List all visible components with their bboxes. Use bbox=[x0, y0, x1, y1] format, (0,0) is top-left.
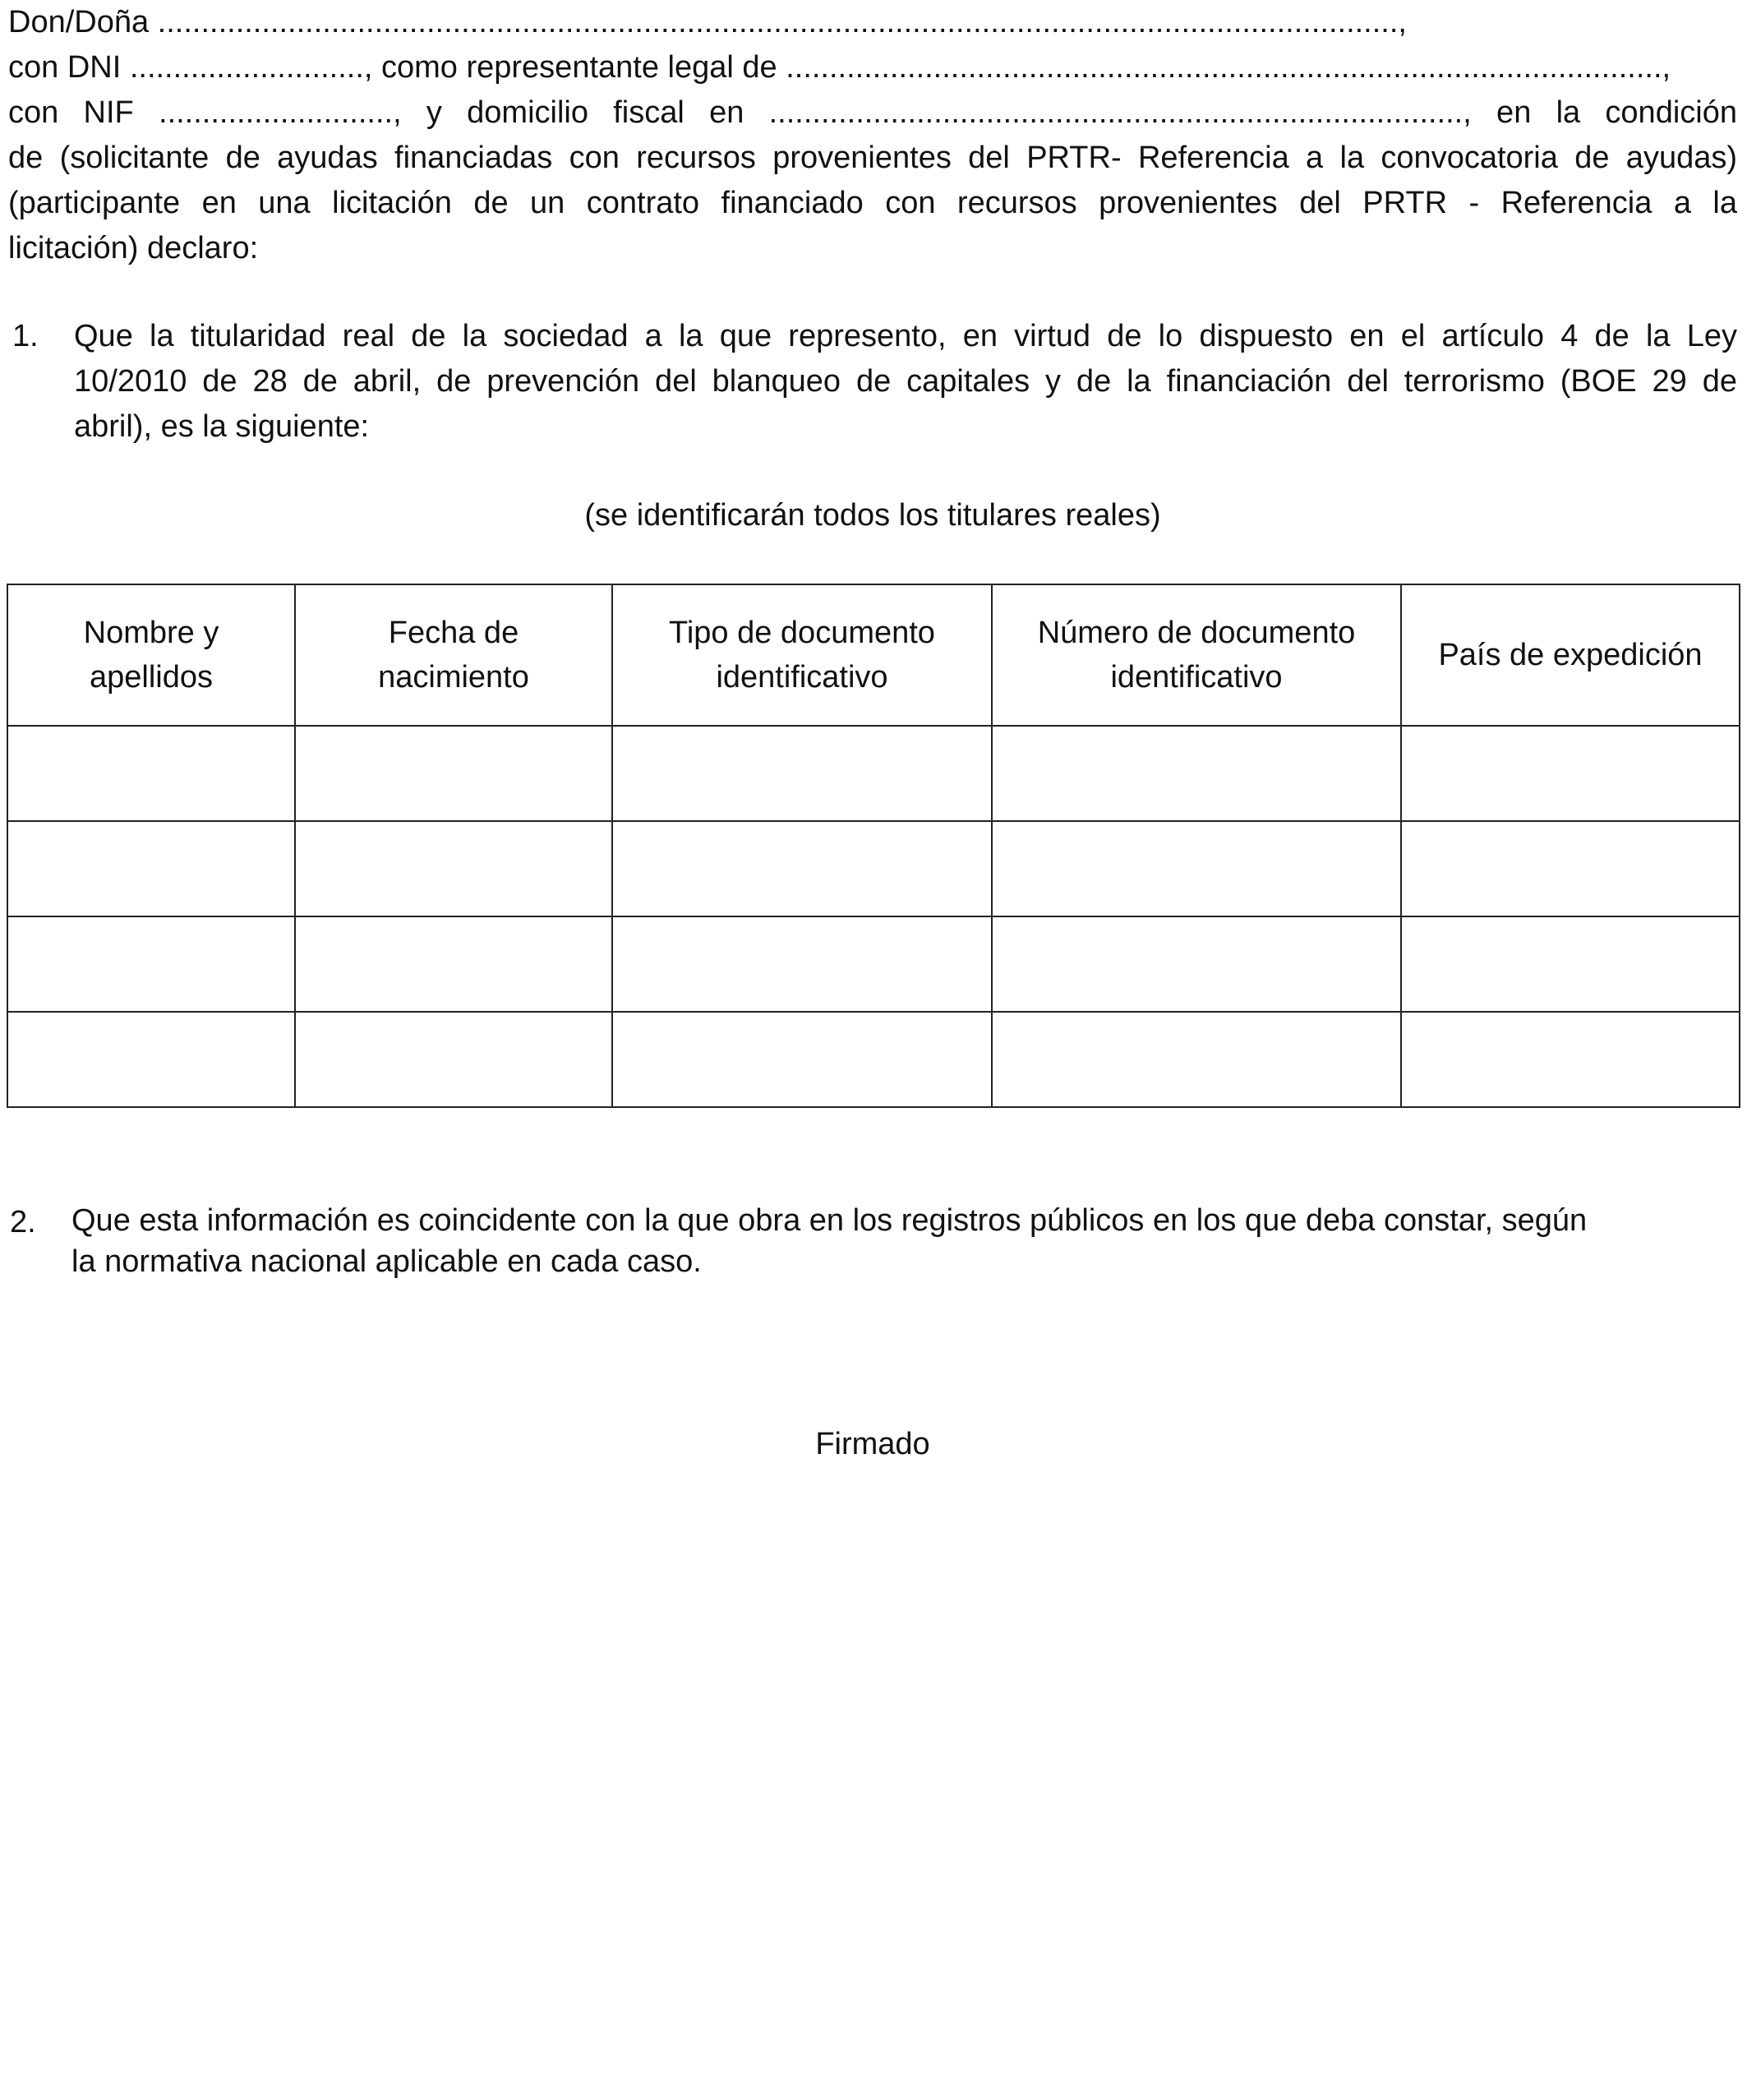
header-numero-line-1: Número de documento bbox=[1037, 616, 1356, 650]
item-2-line-1: Que esta información es coincidente con la que obra en los registros públicos en los que deba constar, según bbox=[71, 1203, 1588, 1238]
domicilio-label: y domicilio fiscal en bbox=[426, 95, 744, 130]
header-tipo-line-2: identificativo bbox=[716, 660, 888, 695]
table-cell[interactable] bbox=[7, 916, 295, 1012]
table-cell[interactable] bbox=[7, 821, 295, 916]
table-cell[interactable] bbox=[1401, 821, 1740, 916]
header-pais-line-1: País de expedición bbox=[1438, 638, 1703, 672]
header-tipo-documento bbox=[612, 584, 992, 726]
don-dona-field: Don/Doña ..............................................................................................................................................., bbox=[8, 5, 1407, 39]
dni-field: con DNI ..........................., como representante legal de bbox=[8, 50, 786, 85]
intro-paragraph bbox=[8, 0, 1737, 271]
header-pais bbox=[1401, 584, 1740, 726]
table-cell[interactable] bbox=[7, 1012, 295, 1107]
table-cell[interactable] bbox=[992, 726, 1401, 821]
signature-label: Firmado bbox=[815, 1427, 930, 1461]
company-field: ....................................................................................................., bbox=[786, 50, 1671, 85]
table-cell[interactable] bbox=[992, 916, 1401, 1012]
item-2-line-2: la normativa nacional aplicable en cada caso. bbox=[71, 1244, 702, 1279]
table-cell[interactable] bbox=[1401, 1012, 1740, 1107]
item-number: 1. bbox=[12, 319, 39, 353]
beneficial-owners-table bbox=[7, 584, 1740, 1108]
header-nombre-line-2: apellidos bbox=[90, 660, 213, 695]
table-row bbox=[7, 821, 1740, 916]
table-cell[interactable] bbox=[295, 726, 612, 821]
table-cell[interactable] bbox=[612, 726, 992, 821]
item-1-line-3: abril), es la siguiente: bbox=[74, 409, 370, 444]
header-fecha-line-1: Fecha de bbox=[388, 616, 519, 650]
item-number: 2. bbox=[10, 1205, 36, 1239]
table-cell[interactable] bbox=[295, 821, 612, 916]
intro-line-6: licitación) declaro: bbox=[8, 231, 259, 265]
table-cell[interactable] bbox=[295, 916, 612, 1012]
table-row bbox=[7, 916, 1740, 1012]
table-cell[interactable] bbox=[1401, 726, 1740, 821]
header-fecha bbox=[295, 584, 612, 726]
table-header-row bbox=[7, 584, 1740, 726]
nif-field: con NIF ..........................., bbox=[8, 95, 402, 130]
header-nombre-line-1: Nombre y bbox=[83, 616, 219, 650]
intro-line-4: de (solicitante de ayudas financiadas con recursos provenientes del PRTR- Referencia a la convocatoria de ayudas) bbox=[8, 141, 1737, 175]
header-fecha-line-2: nacimiento bbox=[378, 660, 529, 695]
intro-line-1 bbox=[8, 0, 1737, 45]
table-row bbox=[7, 726, 1740, 821]
table-cell[interactable] bbox=[612, 1012, 992, 1107]
item-1-line-2: 10/2010 de 28 de abril, de prevención del blanqueo de capitales y de la financiación del terrorismo (BOE 29 de bbox=[74, 364, 1737, 399]
item-body bbox=[71, 1200, 1735, 1282]
table-cell[interactable] bbox=[7, 726, 295, 821]
table-cell[interactable] bbox=[1401, 916, 1740, 1012]
header-numero-line-2: identificativo bbox=[1110, 660, 1283, 695]
header-tipo-line-1: Tipo de documento bbox=[669, 616, 935, 650]
item-1-line-1: Que la titularidad real de la sociedad a la que represento, en virtud de lo dispuesto en el artículo 4 de la Ley bbox=[74, 319, 1737, 353]
intro-line-3 bbox=[8, 90, 1737, 136]
table-note: (se identificarán todos los titulares reales) bbox=[584, 498, 1161, 533]
header-numero-documento bbox=[992, 584, 1401, 726]
table-cell[interactable] bbox=[612, 821, 992, 916]
table-cell[interactable] bbox=[295, 1012, 612, 1107]
intro-line-5: (participante en una licitación de un contrato financiado con recursos provenientes del PRTR - Referencia a la bbox=[8, 186, 1737, 220]
domicilio-field: ................................................................................, en la condición bbox=[768, 95, 1737, 130]
table-cell[interactable] bbox=[992, 1012, 1401, 1107]
table-cell[interactable] bbox=[992, 821, 1401, 916]
intro-line-2 bbox=[8, 45, 1737, 90]
table-row bbox=[7, 1012, 1740, 1107]
header-nombre bbox=[7, 584, 295, 726]
item-body bbox=[74, 314, 1737, 450]
table-cell[interactable] bbox=[612, 916, 992, 1012]
